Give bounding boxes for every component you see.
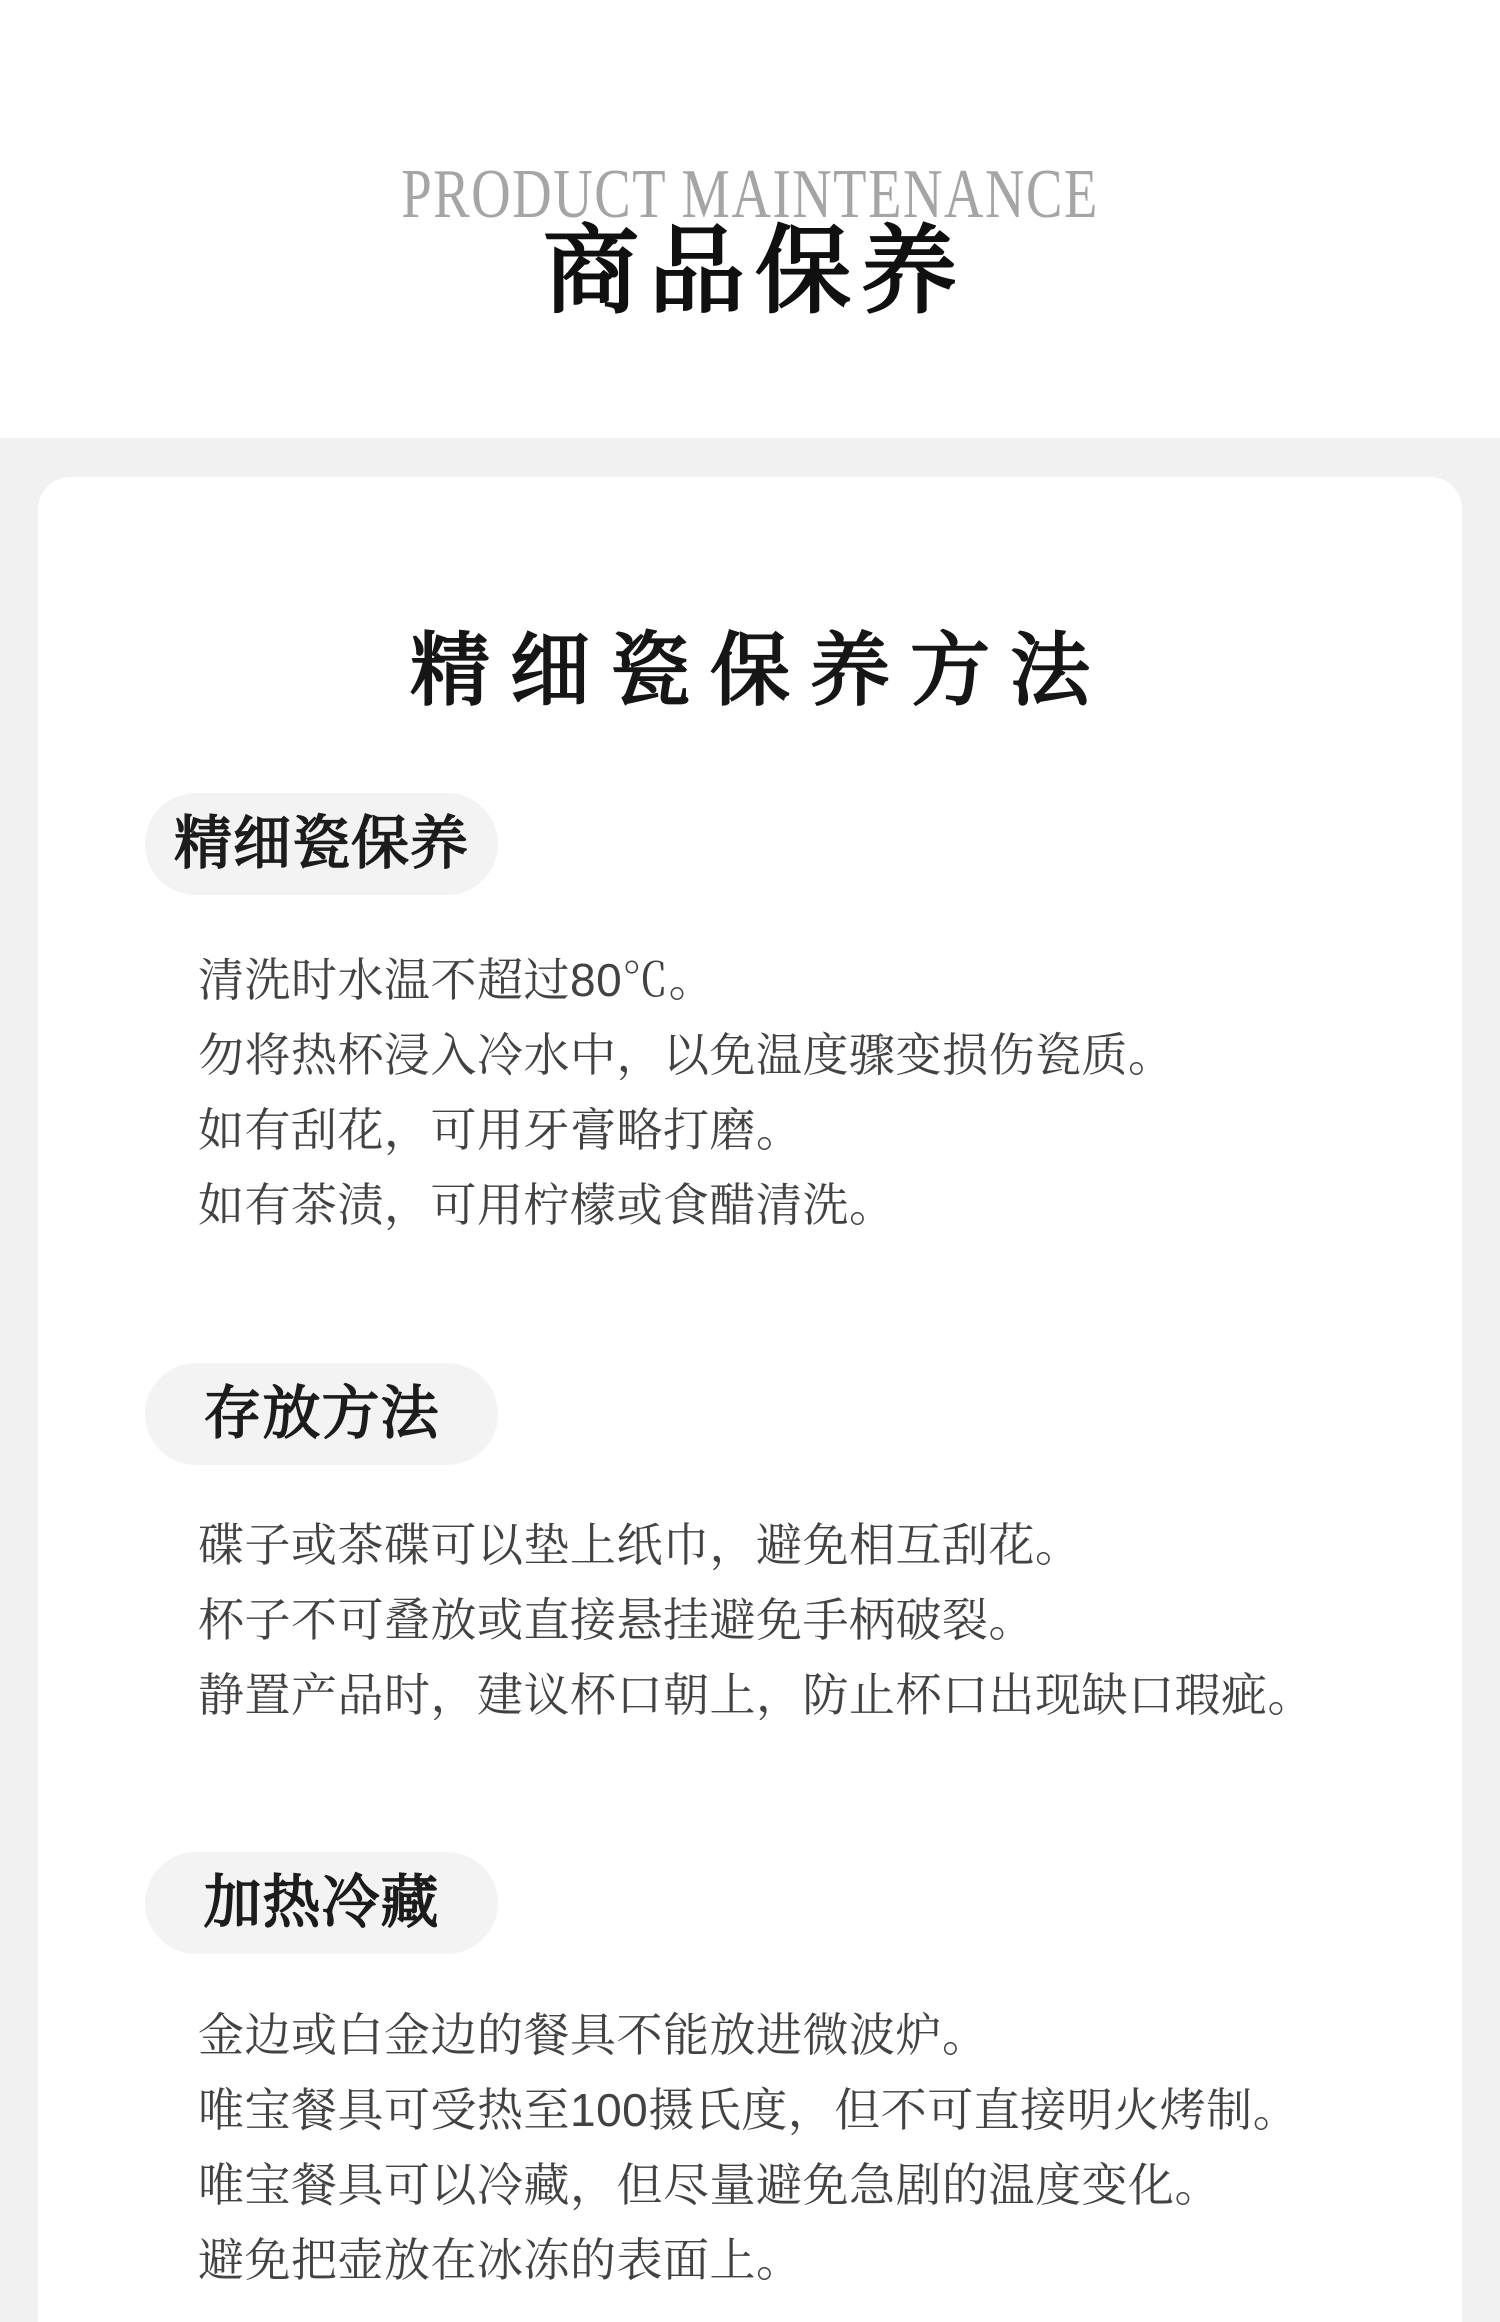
body-line: 金边或白金边的餐具不能放进微波炉。	[198, 2009, 989, 2061]
section-pill-label: 加热冷藏	[203, 1870, 440, 1935]
body-line: 勿将热杯浸入冷水中，以免温度骤变损伤瓷质。	[198, 1029, 1175, 1081]
section-pill-label: 存放方法	[203, 1381, 440, 1446]
card-title: 精细瓷保养方法	[410, 628, 1110, 716]
eyebrow-text: PRODUCT MAINTENANCE	[401, 156, 1099, 233]
section-pill-fine-china	[145, 793, 498, 895]
section-body-fine-china	[198, 943, 1418, 1243]
section-pill-storage	[145, 1363, 498, 1465]
body-line: 清洗时水温不超过80℃。	[198, 954, 716, 1006]
body-line: 如有茶渍，可用柠檬或食醋清洗。	[198, 1179, 896, 1231]
body-line: 唯宝餐具可以冷藏，但尽量避免急剧的温度变化。	[198, 2159, 1221, 2211]
body-line: 避免把壶放在冰冻的表面上。	[198, 2234, 803, 2286]
section-pill-label: 精细瓷保养	[173, 811, 469, 876]
body-line: 碟子或茶碟可以垫上纸巾，避免相互刮花。	[198, 1519, 1082, 1571]
body-line: 如有刮花，可用牙膏略打磨。	[198, 1104, 803, 1156]
section-body-heat-refrigerate	[198, 1998, 1418, 2298]
section-pill-heat-refrigerate	[145, 1852, 498, 1954]
page-title: 商品保养	[543, 218, 967, 325]
body-line: 静置产品时，建议杯口朝上，防止杯口出现缺口瑕疵。	[198, 1669, 1314, 1721]
body-line: 杯子不可叠放或直接悬挂避免手柄破裂。	[198, 1594, 1035, 1646]
body-line: 唯宝餐具可受热至100摄氏度，但不可直接明火烤制。	[198, 2084, 1300, 2136]
section-body-storage	[198, 1508, 1418, 1733]
content-card	[38, 477, 1462, 2322]
